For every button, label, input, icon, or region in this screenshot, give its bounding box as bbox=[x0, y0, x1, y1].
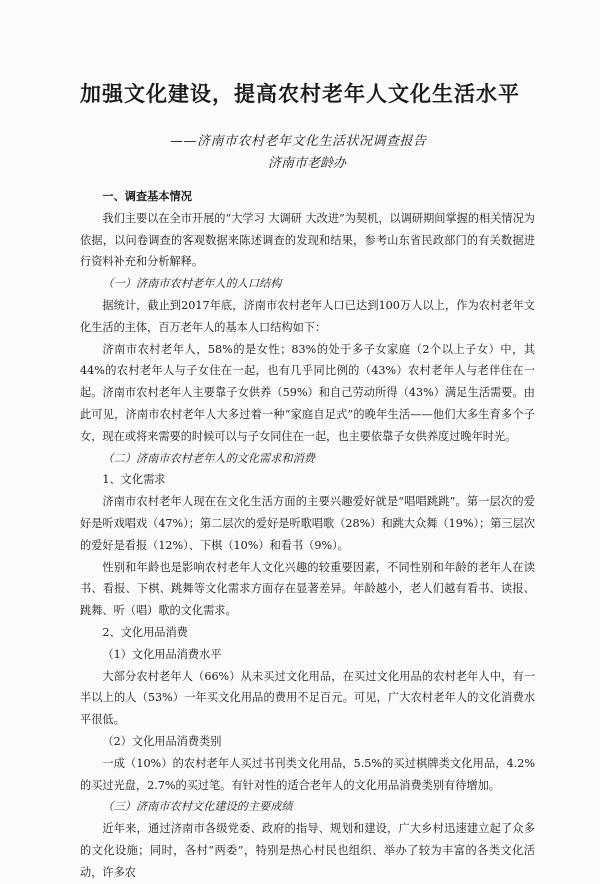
subsection-heading: （三）济南市农村文化建设的主要成绩 bbox=[102, 800, 293, 814]
paragraph: 一成（10%）的农村老年人买过书刊类文化用品，5.5%的买过棋牌类文化用品，4.2%的买过光盘，2.7%的买过笔。有针对性的适合老年人的文化用品消费类别有待增加。 bbox=[80, 756, 535, 792]
document-body bbox=[80, 186, 535, 884]
paragraph: 性别和年龄也是影响农村老年人文化兴趣的较重要因素，不同性别和年龄的老年人在读书、看报、下棋、跳舞等文化需求方面存在显著差异。年龄越小，老人们越有看书、读报、跳舞、听（唱）歌的文化需求。 bbox=[80, 560, 535, 618]
item-heading: （1）文化用品消费水平 bbox=[102, 647, 222, 661]
paragraph: 我们主要以在全市开展的“大学习 大调研 大改进”为契机，以调研期间掌握的相关情况为依据，以问卷调查的客观数据来陈述调查的发现和结果，参考山东省民政部门的有关数据进行资料补充和分析解释。 bbox=[80, 211, 535, 269]
paragraph: 济南市农村老年人，58%的是女性；83%的处于多子女家庭（2个以上子女）中，其44%的农村老年人与子女住在一起，也有几乎同比例的（43%）农村老年人与老伴住在一起。济南市农村老年人主要靠子女供养（59%）和自己劳动所得（43%）满足生活需要。由此可见，济南市农村老年人大多过着一种“家庭自足式”的晚年生活——他们大多生育多个子女，现在或将来需要的时候可以与子女同住在一起，也主要依靠子女供养度过晚年时光。 bbox=[80, 342, 535, 443]
paragraph: 据统计，截止到2017年底，济南市农村老年人口已达到100万人以上，作为农村老年文化生活的主体，百万老年人的基本人口结构如下： bbox=[80, 298, 535, 334]
paragraph: 大部分农村老年人（66%）从未买过文化用品，在买过文化用品的农村老年人中，有一半以上的人（53%）一年买文化用品的费用不足百元。可见，广大农村老年人的文化消费水平很低。 bbox=[80, 669, 535, 727]
document-author: 济南市老龄办 bbox=[268, 156, 347, 171]
subsection-heading: （二）济南市农村老年人的文化需求和消费 bbox=[102, 451, 315, 465]
paragraph: 济南市农村老年人现在在文化生活方面的主要兴趣爱好就是“唱唱跳跳”。第一层次的爱好是听戏唱戏（47%）；第二层次的爱好是听歌唱歌（28%）和跳大众舞（19%）；第三层次的爱好是看报（12%）、下棋（10%）和看书（9%）。 bbox=[80, 495, 535, 552]
subsection-heading: （一）济南市农村老年人的人口结构 bbox=[102, 277, 282, 291]
item-heading: 2、文化用品消费 bbox=[102, 625, 188, 639]
document-subtitle: ——济南市农村老年文化生活状况调查报告 bbox=[170, 134, 427, 149]
item-heading: 1、文化需求 bbox=[102, 473, 166, 487]
section-heading: 一、调查基本情况 bbox=[102, 190, 192, 203]
item-heading: （2）文化用品消费类别 bbox=[102, 734, 222, 748]
paragraph: 近年来，通过济南市各级党委、政府的指导、规划和建设，广大乡村迅速建立起了众多的文化设施；同时，各村“两委”，特别是热心村民也组织、举办了较为丰富的各类文化活动，许多农 bbox=[80, 822, 535, 879]
document-title: 加强文化建设，提高农村老年人文化生活水平 bbox=[80, 82, 520, 106]
